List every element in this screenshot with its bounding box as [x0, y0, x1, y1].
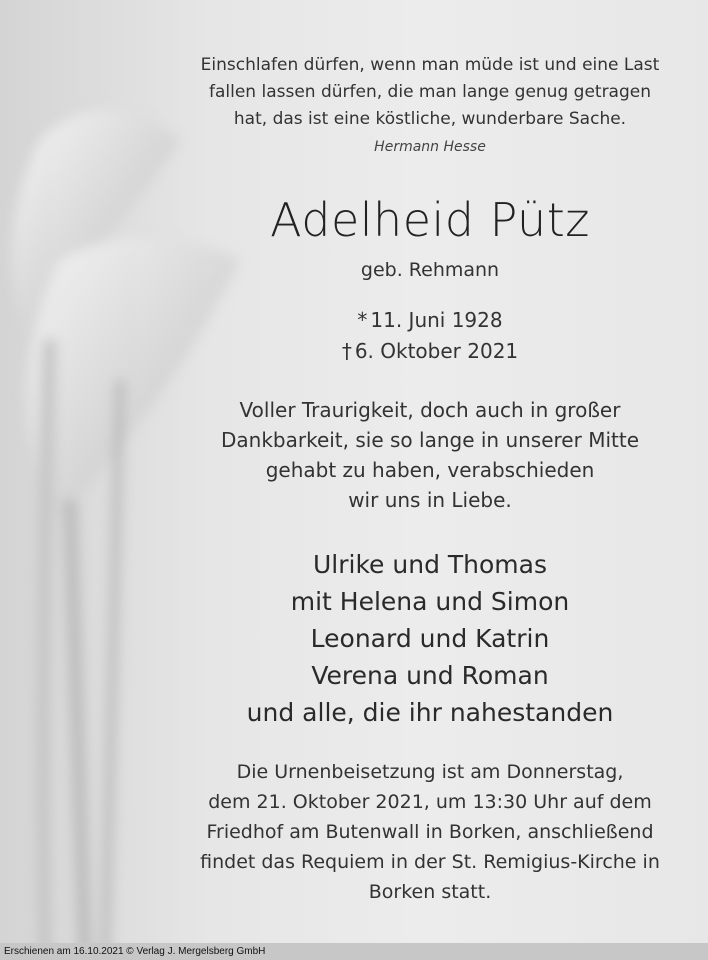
maiden-name: geb. Rehmann — [360, 259, 500, 281]
family-line: und alle, die ihr nahestanden — [246, 698, 614, 727]
family-line: Ulrike und Thomas — [313, 550, 547, 579]
deceased-name: Adelheid Pütz — [270, 193, 590, 247]
life-dates — [150, 305, 708, 367]
quote-line: hat, das ist eine köstliche, wunderbare Sache. — [233, 109, 627, 129]
burial-line: Die Urnenbeisetzung ist am Donnerstag, — [236, 761, 624, 783]
birth-date: 11. Juni 1928 — [370, 308, 503, 332]
death-date-line — [150, 336, 708, 367]
death-symbol: † — [341, 339, 352, 363]
farewell-line: wir uns in Liebe. — [348, 488, 512, 512]
farewell-line: gehabt zu haben, verabschieden — [265, 458, 595, 482]
quote-line: fallen lassen dürfen, die man lange genug getragen — [209, 82, 651, 102]
publication-footer: Erschienen am 16.10.2021 © Verlag J. Mergelsberg GmbH — [0, 943, 708, 960]
death-date: 6. Oktober 2021 — [354, 339, 519, 363]
birth-symbol: * — [357, 308, 368, 332]
burial-line: findet das Requiem in der St. Remigius-Kirche in — [200, 851, 660, 873]
burial-line: Friedhof am Butenwall in Borken, anschließend — [206, 821, 654, 843]
farewell-line: Dankbarkeit, sie so lange in unserer Mitte — [220, 428, 639, 452]
burial-line: Borken statt. — [368, 881, 492, 903]
family-names — [150, 546, 708, 731]
farewell-line: Voller Traurigkeit, doch auch in großer — [239, 398, 621, 422]
family-line: Verena und Roman — [311, 661, 549, 690]
burial-line: dem 21. Oktober 2021, um 13:30 Uhr auf dem — [208, 791, 652, 813]
burial-info — [150, 757, 708, 907]
quote-author: Hermann Hesse — [374, 139, 486, 155]
quote — [150, 52, 708, 133]
quote-line: Einschlafen dürfen, wenn man müde ist und eine Last — [200, 55, 660, 75]
birth-date-line — [150, 305, 708, 336]
family-line: Leonard und Katrin — [310, 624, 550, 653]
family-line: mit Helena und Simon — [290, 587, 570, 616]
farewell-text — [150, 395, 708, 515]
